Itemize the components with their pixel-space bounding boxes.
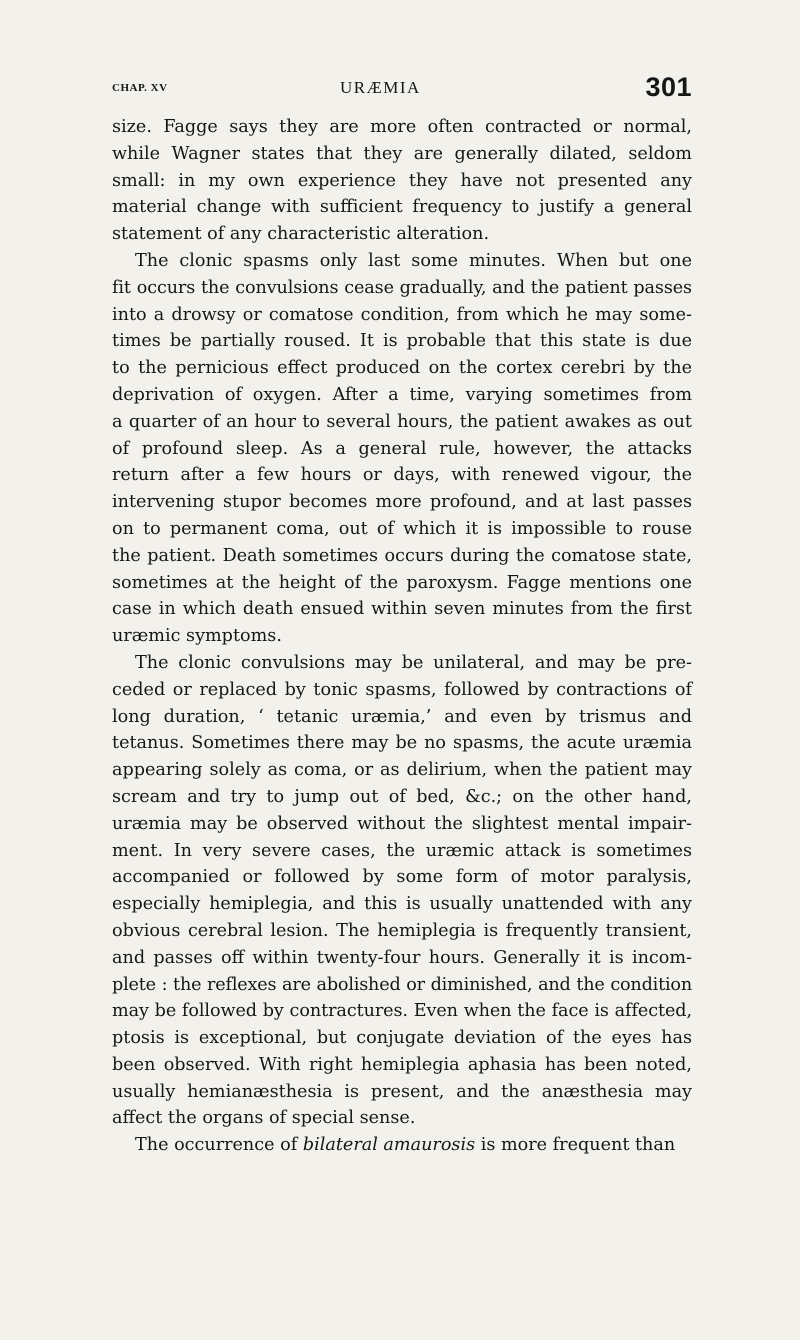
text-line: statement of any characteristic alteration. xyxy=(112,224,490,245)
body-text xyxy=(112,114,692,1159)
text-line: long duration, ‘ tetanic uræmia,’ and even by trismus and xyxy=(112,706,692,727)
text-line: obvious cerebral lesion. The hemiplegia is frequently transient, xyxy=(112,920,692,941)
text-line: uræmia may be observed without the slightest mental impair- xyxy=(112,813,692,834)
text-line: may be followed by contractures. Even when the face is affected, xyxy=(112,1001,692,1022)
text-line: return after a few hours or days, with renewed vigour, the xyxy=(112,465,692,486)
text-line: been observed. With right hemiplegia aphasia has been noted, xyxy=(112,1054,692,1075)
text-line: ment. In very severe cases, the uræmic attack is sometimes xyxy=(112,840,692,861)
text-line: affect the organs of special sense. xyxy=(112,1108,416,1129)
page-number: 301 xyxy=(645,72,692,102)
text-line: while Wagner states that they are generally dilated, seldom xyxy=(112,143,692,164)
text-line: ptosis is exceptional, but conjugate deviation of the eyes has xyxy=(112,1028,692,1049)
text-line: tetanus. Sometimes there may be no spasms, the acute uræmia xyxy=(112,733,692,754)
text-line: sometimes at the height of the paroxysm. Fagge mentions one xyxy=(112,572,692,593)
text-line: the patient. Death sometimes occurs during the comatose state, xyxy=(112,545,692,566)
text-line: intervening stupor becomes more profound, and at last passes xyxy=(112,492,692,513)
text-line: scream and try to jump out of bed, &c.; on the other hand, xyxy=(112,786,692,807)
text-line: especially hemiplegia, and this is usually unattended with any xyxy=(112,894,692,915)
text-line: case in which death ensued within seven minutes from the first xyxy=(112,599,692,620)
text-line: into a drowsy or comatose condition, from which he may some- xyxy=(112,304,692,325)
text-line-final xyxy=(112,1132,692,1159)
running-head xyxy=(112,72,692,112)
text-line: a quarter of an hour to several hours, the patient awakes as out xyxy=(112,411,692,432)
emphasis-text: bilateral amaurosis xyxy=(302,1135,476,1156)
text-line: and passes off within twenty-four hours. Generally it is incom- xyxy=(112,947,692,968)
final-line-before: The occurrence of xyxy=(135,1135,303,1156)
text-line: accompanied or followed by some form of motor paralysis, xyxy=(112,867,692,888)
running-title: URÆMIA xyxy=(340,78,421,97)
text-line: of profound sleep. As a general rule, however, the attacks xyxy=(112,438,692,459)
final-line-after: is more frequent than xyxy=(475,1135,676,1156)
chapter-label: CHAP. XV xyxy=(112,82,168,94)
text-line: to the pernicious effect produced on the cortex cerebri by the xyxy=(112,358,692,379)
text-line: times be partially roused. It is probable that this state is due xyxy=(112,331,692,352)
text-line: on to permanent coma, out of which it is impossible to rouse xyxy=(112,518,692,539)
text-line: ceded or replaced by tonic spasms, followed by contractions of xyxy=(112,679,692,700)
text-line: size. Fagge says they are more often contracted or normal, xyxy=(112,117,692,137)
text-line: The clonic convulsions may be unilateral, and may be pre- xyxy=(135,652,692,673)
text-line: small: in my own experience they have not presented any xyxy=(112,170,692,191)
text-line: The clonic spasms only last some minutes. When but one xyxy=(135,250,692,271)
text-line: deprivation of oxygen. After a time, varying sometimes from xyxy=(112,384,692,405)
text-line: fit occurs the convulsions cease gradually, and the patient passes xyxy=(112,277,692,298)
text-line: usually hemianæsthesia is present, and the anæsthesia may xyxy=(112,1081,692,1102)
text-line: plete : the reflexes are abolished or diminished, and the condition xyxy=(112,974,692,995)
text-line: appearing solely as coma, or as delirium, when the patient may xyxy=(112,760,692,781)
text-line: uræmic symptoms. xyxy=(112,626,282,647)
text-line: material change with sufficient frequency to justify a general xyxy=(112,197,692,218)
